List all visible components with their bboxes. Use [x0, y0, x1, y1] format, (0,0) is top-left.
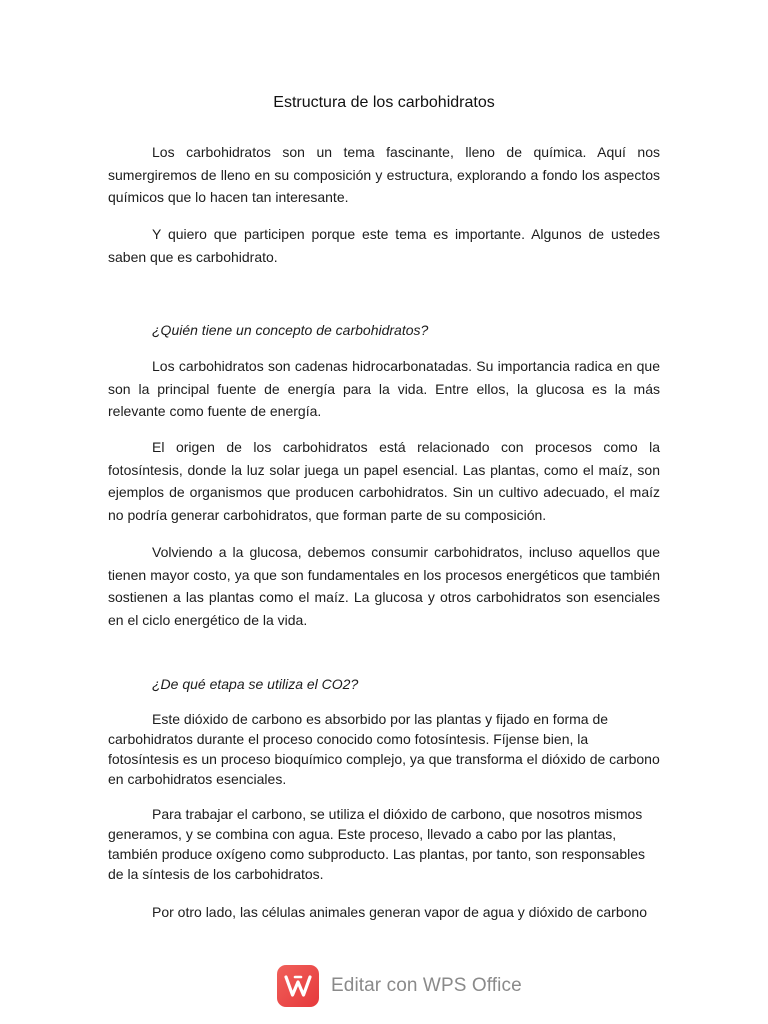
- paragraph-intro: Los carbohidratos son un tema fascinante, lleno de química. Aquí nos sumergiremos de lleno en su composición y estructura, explorando a fondo los aspectos químicos que lo hacen tan interesante.: [108, 144, 660, 205]
- paragraph-origin: El origen de los carbohidratos está relacionado con procesos como la fotosíntesis, donde la luz solar juega un papel esencial. Las plantas, como el maíz, son ejemplos de organismos que producen carbohidratos. Sin un cultivo adecuado, el maíz no podría generar carbohidratos, que forman parte de su composición.: [108, 439, 660, 523]
- document-title: Estructura de los carbohidratos: [273, 94, 495, 111]
- paragraph-animal-cells: Por otro lado, las células animales generan vapor de agua y dióxido de carbono: [152, 904, 647, 920]
- wps-edit-label[interactable]: Editar con WPS Office: [331, 975, 522, 996]
- section-heading-co2: ¿De qué etapa se utiliza el CO2?: [152, 676, 359, 692]
- paragraph-glucose: Volviendo a la glucosa, debemos consumir carbohidratos, incluso aquellos que tienen mayor costo, ya que son fundamentales en los procesos energéticos que también sostienen a las plantas como el maíz. La glucosa y otros carbohidratos son esenciales en el ciclo energético de la vida.: [108, 544, 660, 628]
- paragraph-participation: Y quiero que participen porque este tema es importante. Algunos de ustedes saben que es carbohidrato.: [108, 226, 660, 265]
- paragraph-carbon-work: Para trabajar el carbono, se utiliza el dióxido de carbono, que nosotros mismos generamos, y se combina con agua. Este proceso, llevado a cabo por las plantas, también produce oxígeno como subproducto. Las plantas, por tanto, son responsables de la síntesis de los carbohidratos.: [108, 806, 646, 882]
- wps-office-icon[interactable]: [277, 965, 319, 1007]
- wps-edit-banner[interactable]: [277, 964, 522, 1008]
- section-heading-concept: ¿Quién tiene un concepto de carbohidratos?: [152, 322, 429, 338]
- paragraph-co2-absorption: Este dióxido de carbono es absorbido por las plantas y fijado en forma de carbohidratos durante el proceso conocido como fotosíntesis. Fíjense bien, la fotosíntesis es un proceso bioquímico complejo, ya que transforma el dióxido de carbono en carbohidratos esenciales.: [108, 711, 660, 787]
- paragraph-definition: Los carbohidratos son cadenas hidrocarbonatadas. Su importancia radica en que son la principal fuente de energía para la vida. Entre ellos, la glucosa es la más relevante como fuente de energía.: [108, 358, 660, 419]
